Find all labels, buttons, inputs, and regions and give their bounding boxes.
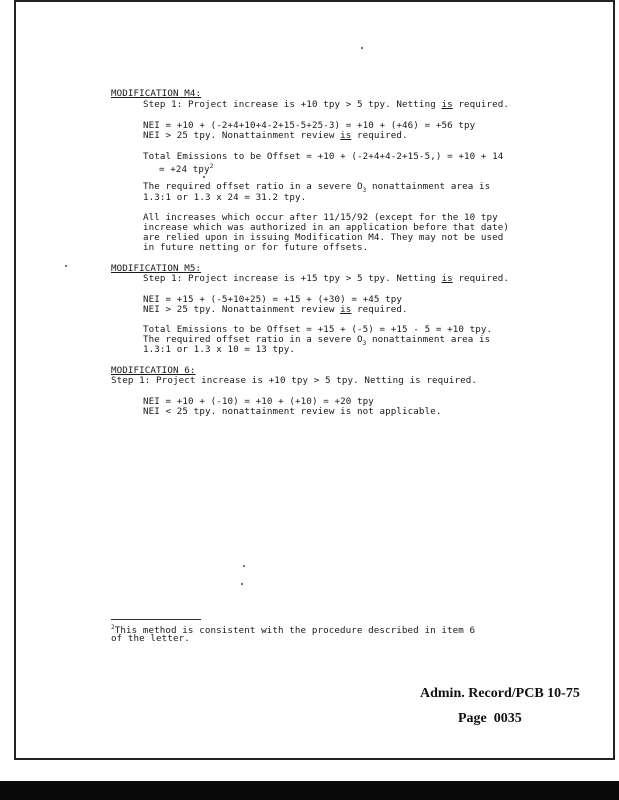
m4-note-line: in future netting or for future offsets. <box>143 242 369 253</box>
m4-nei-calc: NEI = +10 + (-2+4+10+4-2+15-5+25-3) = +10 + (+46) = +56 tpy <box>143 120 476 131</box>
m4-note-line: increase which was authorized in an application before that date) <box>143 222 510 233</box>
m4-heading: MODIFICATION M4: <box>111 88 202 99</box>
m5-heading: MODIFICATION M5: <box>111 263 202 274</box>
footnote-ref: 2 <box>209 163 214 170</box>
m5-ratio: The required offset ratio in a severe $O_3$ nonattainment area is <box>143 334 491 347</box>
m6-heading: MODIFICATION 6: <box>111 365 196 376</box>
m5-total-offset: Total Emissions to be Offset = +15 + (-5) = +15 - 5 = +10 tpy. <box>143 324 493 335</box>
scan-speck <box>243 565 245 567</box>
page-border-bottom <box>14 758 615 760</box>
m6-nei-calc: NEI = +10 + (-10) = +10 + (+10) = +20 tpy <box>143 396 374 407</box>
page-border-top <box>14 0 615 2</box>
scan-speck <box>361 47 363 49</box>
m5-nei-calc: NEI = +15 + (-5+10+25) = +15 + (+30) = +45 tpy <box>143 294 403 305</box>
m5-ratio-result: 1.3:1 or 1.3 x 10 = 13 tpy. <box>143 344 296 355</box>
footnote-line-2: of the letter. <box>111 633 190 644</box>
m4-note-line: All increases which occur after 11/15/92 (except for the 10 tpy <box>143 212 498 223</box>
m5-nei-review: NEI > 25 tpy. Nonattainment review is required. <box>143 304 408 315</box>
m4-total-offset: Total Emissions to be Offset = +10 + (-2+4+4-2+15-5,) = +10 + 14 <box>143 151 504 162</box>
footnote-rule <box>111 619 201 620</box>
page-border-right <box>613 0 615 760</box>
m4-total-offset-result: = +24 tpy$^2$ <box>159 163 214 176</box>
m4-ratio-result: 1.3:1 or 1.3 x 24 = 31.2 tpy. <box>143 192 307 203</box>
page-border-left <box>14 0 16 760</box>
scan-bottom-bar <box>0 781 619 800</box>
admin-record-stamp: Admin. Record/PCB 10-75 <box>420 686 580 701</box>
m6-nei-review: NEI < 25 tpy. nonattainment review is not applicable. <box>143 406 442 417</box>
m5-step1: Step 1: Project increase is +15 tpy > 5 tpy. Netting is required. <box>143 273 510 284</box>
scan-speck <box>241 583 243 585</box>
m4-note-line: are relied upon in issuing Modification M4. They may not be used <box>143 232 504 243</box>
scan-speck <box>203 176 205 178</box>
page-number-stamp: Page 0035 <box>458 711 522 726</box>
m4-nei-review: NEI > 25 tpy. Nonattainment review is required. <box>143 130 408 141</box>
m4-step1: Step 1: Project increase is +10 tpy > 5 tpy. Netting is required. <box>143 99 510 110</box>
scan-speck <box>65 265 67 267</box>
m4-ratio: The required offset ratio in a severe $O_3$ nonattainment area is <box>143 181 491 194</box>
m6-step1: Step 1: Project increase is +10 tpy > 5 tpy. Netting is required. <box>111 375 478 386</box>
footnote-line-1: $^2$This method is consistent with the procedure described in item 6 <box>111 624 476 637</box>
